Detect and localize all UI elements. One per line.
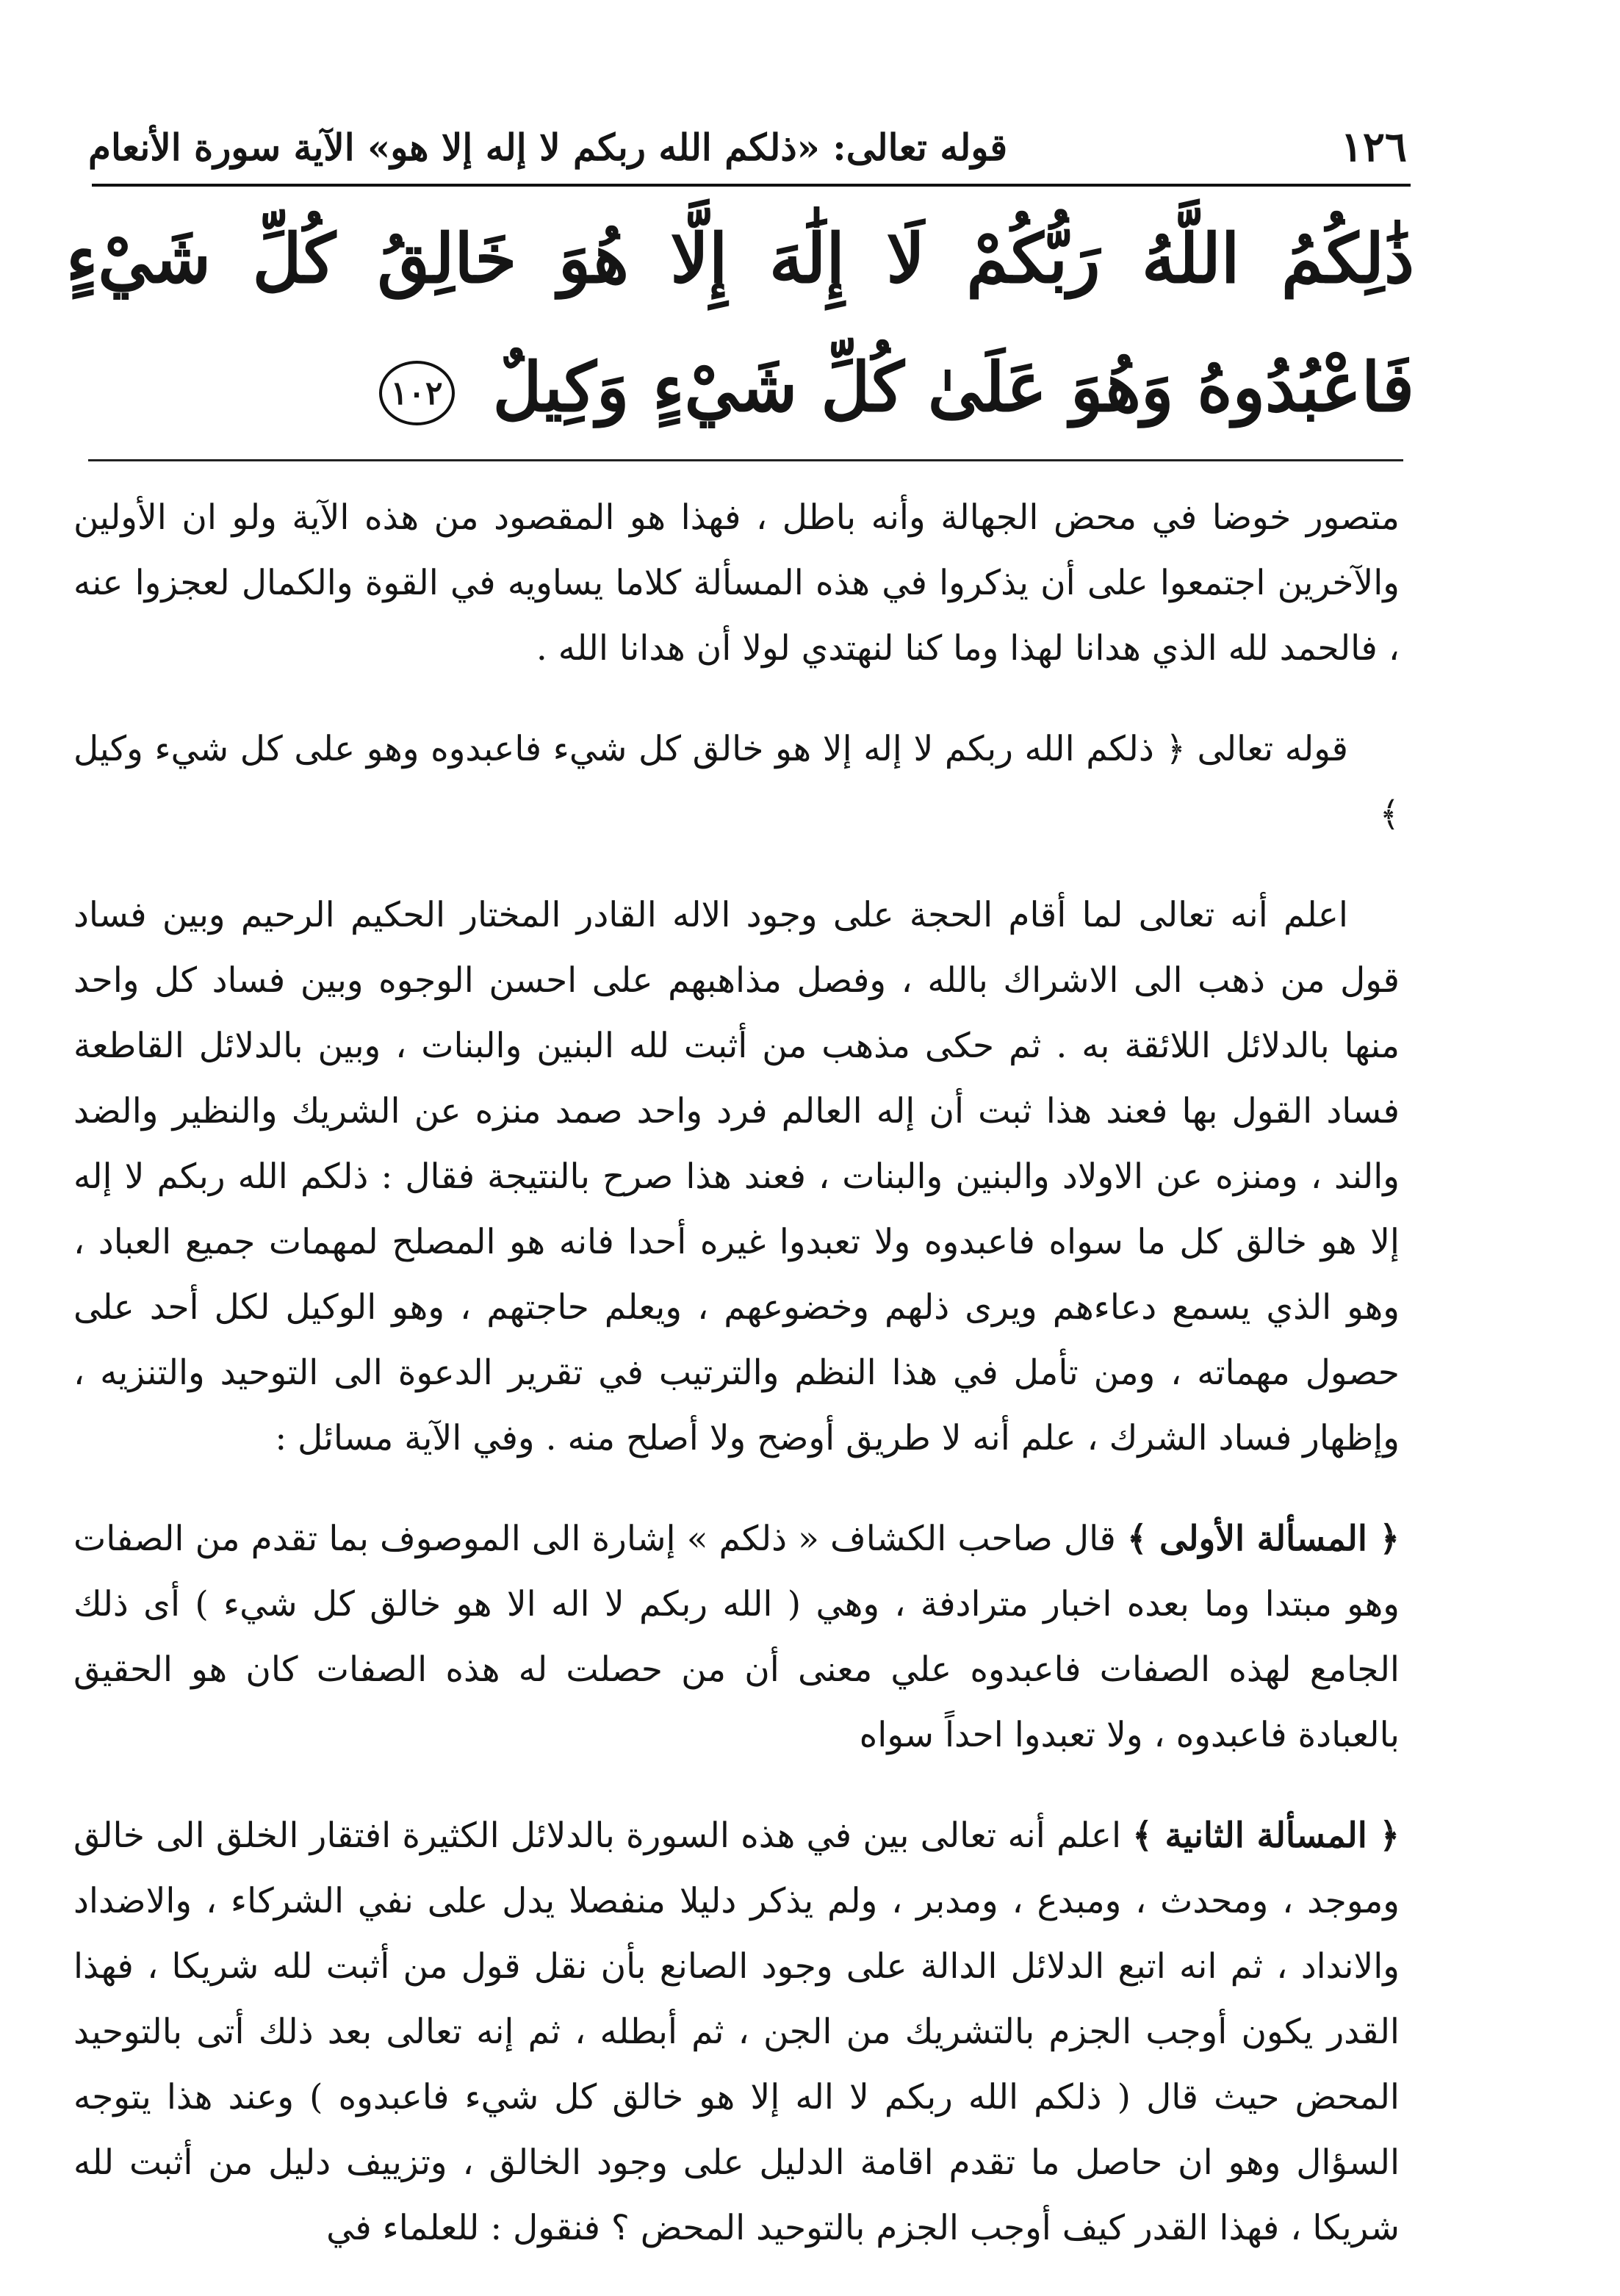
verse-divider — [88, 459, 1403, 461]
section-text: قال صاحب الكشاف « ذلكم » إشارة الى الموصوف بما تقدم من الصفات وهو مبتدا وما بعده اخبار مترادفة ، وهي ( الله ربكم لا اله الا هو خالق كل شيء ) أى ذلك الجامع لهذه الصفات فاعبدوه علي معنى أن من حصلت له هذه الصفات كان هو الحقيق بالعبادة فاعبدوه ، ولا تعبدوا احداً سواه — [73, 1519, 1400, 1755]
paragraph: متصور خوضا في محض الجهالة وأنه باطل ، فهذا هو المقصود من هذه الآية ولو ان الأولين والآخرين اجتمعوا على أن يذكروا في هذه المسألة كلاما يساويه في القوة والكمال لعجزوا عنه ، فالحمد لله الذي هدانا لهذا وما كنا لنهتدي لولا أن هدانا الله . — [73, 497, 1400, 669]
section-heading: ﴿ المسألة الثانية ﴾ — [1132, 1815, 1400, 1856]
section-heading: ﴿ المسألة الأولى ﴾ — [1126, 1519, 1400, 1559]
section-first-issue — [73, 1506, 1400, 1768]
header-divider — [92, 184, 1411, 187]
page-header — [88, 110, 1407, 184]
page-number: ١٢٦ — [1340, 123, 1407, 171]
quran-verse — [66, 195, 1414, 452]
section-text: اعلم أنه تعالى بين في هذه السورة بالدلائل الكثيرة افتقار الخلق الى خالق وموجد ، ومحدث ، ومبدع ، ومدبر ، ولم يذكر دليلا منفصلا يدل على نفي الشركاء ، والاضداد والانداد ، ثم انه اتبع الدلائل الدالة على وجود الصانع بأن نقل قول من أثبت لله شريكا ، فهذا القدر يكون أوجب الجزم بالتشريك من الجن ، ثم أبطله ، ثم إنه تعالى بعد ذلك أتى بالتوحيد المحض حيث قال ( ذلكم الله ربكم لا اله إلا هو خالق كل شيء فاعبدوه ) وعند هذا يتوجه السؤال وهو ان حاصل ما تقدم اقامة الدليل على وجود الخالق ، وتزييف دليل من أثبت لله شريكا ، فهذا القدر كيف أوجب الجزم بالتوحيد المحض ؟ فنقول : للعلماء في — [73, 1815, 1400, 2248]
commentary-body — [73, 485, 1400, 2296]
paragraph: اعلم أنه تعالى لما أقام الحجة على وجود الاله القادر المختار الحكيم الرحيم وبين فساد قول من ذهب الى الاشراك بالله ، وفصل مذاهبهم على احسن الوجوه وبين فساد كل واحد منها بالدلائل اللائقة به . ثم حكى مذهب من أثبت لله البنين والبنات ، وبين بالدلائل القاطعة فساد القول بها فعند هذا ثبت أن إله العالم فرد واحد صمد منزه عن الشريك والنظير والضد والند ، ومنزه عن الاولاد والبنين والبنات ، فعند هذا صرح بالنتيجة فقال : ذلكم الله ربكم لا إله إلا هو خالق كل ما سواه فاعبدوه ولا تعبدوا غيره أحدا فانه هو المصلح لمهمات جميع العباد ، وهو الذي يسمع دعاءهم ويرى ذلهم وخضوعهم ، ويعلم حاجتهم ، وهو الوكيل لكل أحد على حصول مهماته ، ومن تأمل في هذا النظم والترتيب في تقرير الدعوة الى التوحيد والتنزيه ، وإظهار فساد الشرك ، علم أنه لا طريق أوضح ولا أصلح منه . وفي الآية مسائل : — [73, 895, 1400, 1458]
section-second-issue — [73, 1803, 1400, 2261]
verse-number-marker: ١٠٢ — [379, 361, 455, 425]
paragraph: قوله تعالى ﴿ ذلكم الله ربكم لا إله إلا هو خالق كل شيء فاعبدوه وهو على كل شيء وكيل ﴾ — [73, 729, 1400, 835]
running-title: قوله تعالى: «ذلكم الله ربكم لا إله إلا هو» الآية سورة الأنعام — [88, 125, 1008, 169]
verse-text: ذَٰلِكُمُ اللَّهُ رَبُّكُمْ لَا إِلَٰهَ إِلَّا هُوَ خَالِقُ كُلِّ شَيْءٍ فَاعْبُدُوهُ وَهُوَ عَلَىٰ كُلِّ شَيْءٍ وَكِيلٌ — [66, 219, 1414, 427]
